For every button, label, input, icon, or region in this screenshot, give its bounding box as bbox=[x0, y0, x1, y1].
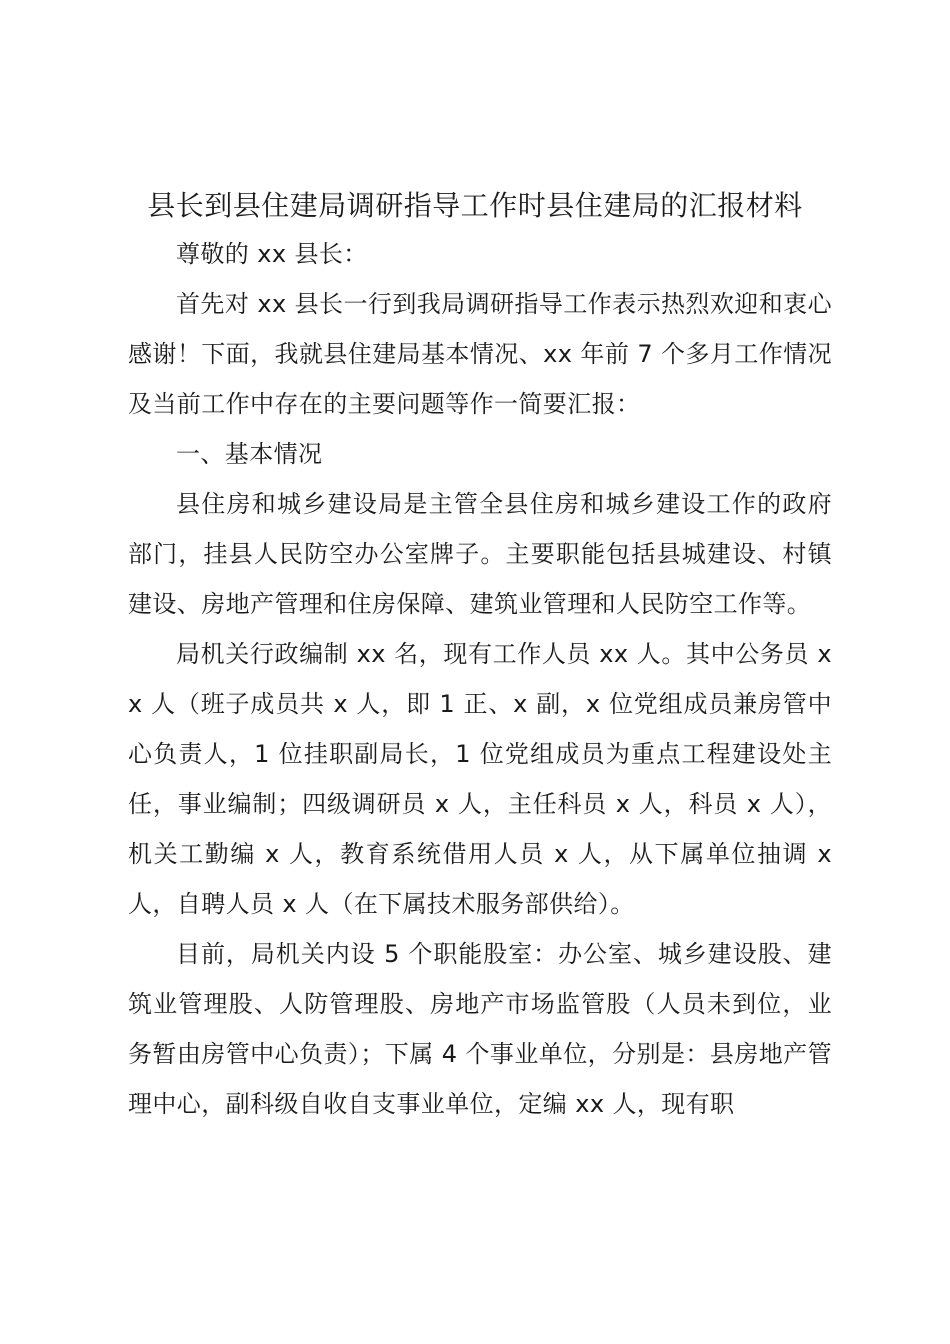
section-heading-basic-info: 一、基本情况 bbox=[176, 440, 323, 468]
document-title: 县长到县住建局调研指导工作时县住建局的汇报材料 bbox=[147, 189, 803, 222]
paragraph-bureau-overview: 县住房和城乡建设局是主管全县住房和城乡建设工作的政府部门，挂县人民防空办公室牌子。主要职能包括县城建设、村镇建设、房地产管理和住房保障、建筑业管理和人民防空工作等。 bbox=[128, 490, 832, 618]
salutation: 尊敬的 xx 县长： bbox=[176, 240, 368, 268]
paragraph-departments: 目前，局机关内设 5 个职能股室：办公室、城乡建设股、建筑业管理股、人防管理股、房地产市场监管股（人员未到位，业务暂由房管中心负责）；下属 4 个事业单位，分别是：县房地产管理中心，副科级自收自支事业单位，定编 xx 人，现有职 bbox=[128, 940, 832, 1118]
intro-paragraph: 首先对 xx 县长一行到我局调研指导工作表示热烈欢迎和衷心感谢！下面，我就县住建局基本情况、xx 年前 7 个多月工作情况及当前工作中存在的主要问题等作一简要汇报： bbox=[128, 290, 832, 418]
paragraph-staffing: 局机关行政编制 xx 名，现有工作人员 xx 人。其中公务员 xx 人（班子成员共 x 人，即 1 正、x 副，x 位党组成员兼房管中心负责人，1 位挂职副局长，1 位党组成员为重点工程建设处主任，事业编制；四级调研员 x 人，主任科员 x 人，科员 x 人），机关工勤编 x 人，教育系统借用人员 x 人，从下属单位抽调 x 人，自聘人员 x 人（在下属技术服务部供给）。 bbox=[128, 640, 832, 918]
document-body bbox=[128, 229, 832, 1129]
